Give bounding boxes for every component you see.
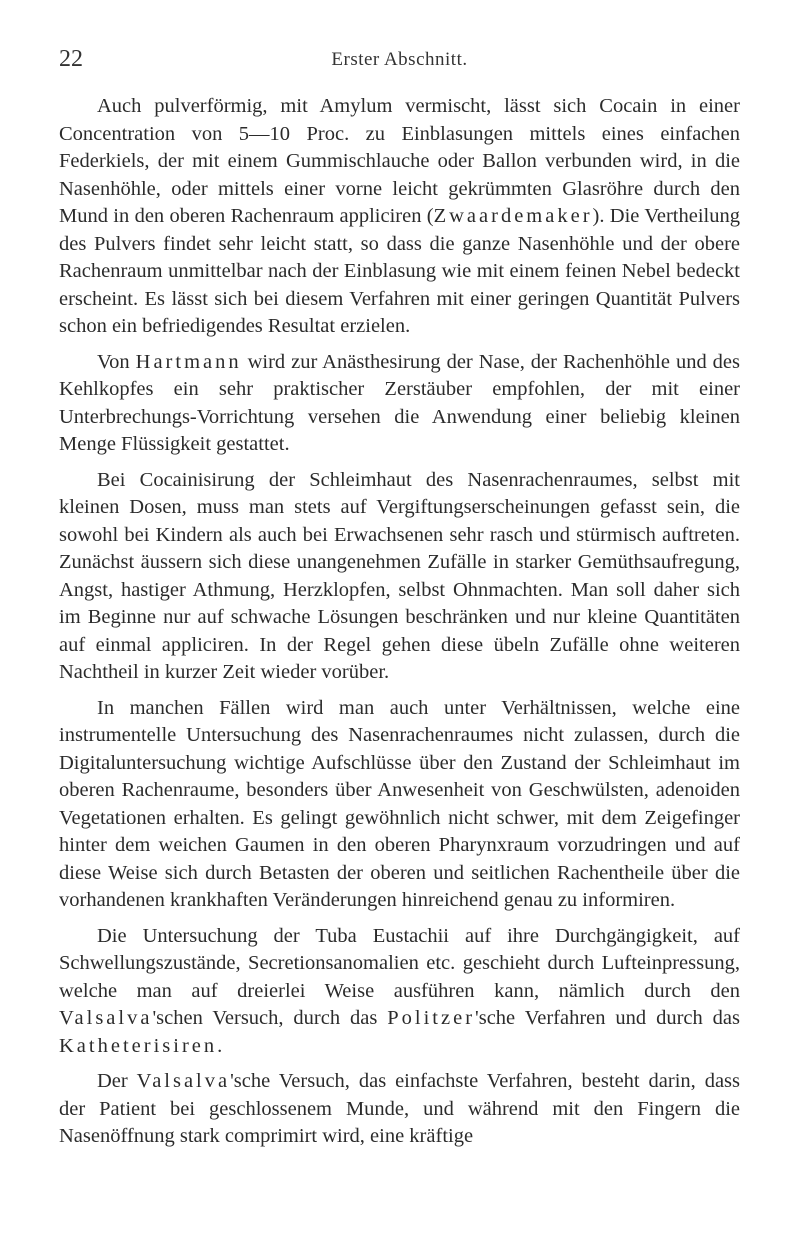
text-segment: wird zur Anästhesirung der Nase, der Rachenhöhle und des Kehlkopfes ein sehr praktischer Zerstäuber empfohlen, der mit einer Unterbrechungs-Vorrichtung versehen die Anwendung einer beliebig kleinen Menge Flüssigkeit gestattet.: [59, 350, 740, 455]
text-segment: 'sche Versuch, das einfachste Verfahren, besteht darin, dass der Patient bei geschlossenem Munde, und während mit den Fingern die Nasenöffnung stark comprimirt wird, eine kräftige: [59, 1070, 741, 1147]
paragraph-6: [59, 1068, 740, 1151]
text-segment: Von: [97, 350, 136, 373]
running-head: Erster Abschnitt.: [331, 49, 468, 70]
text-segment: 'schen Versuch, durch das: [152, 1007, 388, 1029]
text-segment: Auch pulverförmig, mit Amylum vermischt, lässt sich Cocain in einer Concentration von 5—10 Proc. zu Einblasungen mittels eines einfachen Federkiels, der mit einem Gummischlauche oder Ballon verbunden wird, in die Nasenhöhle, oder mittels einer vorne leicht gekrümmten Glasröhre durch den Mund in den oberen Rachenraum appliciren (: [59, 95, 740, 227]
term-katheterisiren: Katheterisiren: [59, 1034, 218, 1057]
author-name-zwaardemaker: Zwaardemaker: [433, 205, 593, 227]
text-segment: In manchen Fällen wird man auch unter Verhältnissen, welche eine instrumentelle Untersuchung des Nasenrachenraumes nicht zulassen, durch die Digitaluntersuchung wichtige Aufschlüsse über den Zustand der Schleimhaut im oberen Rachenraume, besonders über Anwesenheit von Geschwülsten, adenoiden Vegetationen erhalten. Es gelingt gewöhnlich nicht schwer, mit dem Zeigefinger hinter dem weichen Gaumen in den oberen Pharynxraum vorzudringen und auf diese Weise sich durch Betasten der oberen und seitlichen Rachentheile über die vorhandenen krankhaften Veränderungen hinreichend genau zu informiren.: [59, 696, 740, 911]
page-header: [59, 46, 740, 76]
text-segment: .: [217, 1034, 223, 1057]
text-segment: ). Die Vertheilung des Pulvers findet sehr leicht statt, so dass die ganze Nasenhöhle und der obere Rachenraum unmittelbar nach der Einblasung wie mit einem feinen Nebel bedeckt erscheint. Es lässt sich bei diesem Verfahren mit einer geringen Quantität Pulvers schon ein befriedigendes Resultat erzielen.: [59, 205, 740, 337]
text-segment: 'sche Verfahren und durch das: [475, 1007, 740, 1029]
body-text: [59, 93, 740, 1159]
paragraph-5: [59, 923, 740, 1061]
page-number: 22: [59, 46, 83, 72]
paragraph-3: [59, 467, 740, 687]
text-segment: Die Untersuchung der Tuba Eustachii auf ihre Durchgängigkeit, auf Schwellungszustände, Secretionsanomalien etc. geschieht durch Lufteinpressung, welche man auf dreierlei Weise ausführen kann, nämlich durch den: [59, 924, 740, 1002]
paragraph-2: [59, 349, 740, 459]
paragraph-4: [59, 695, 740, 915]
author-name-politzer: Politzer: [387, 1007, 476, 1029]
paragraph-1: [59, 93, 740, 341]
text-segment: Der: [97, 1070, 137, 1092]
text-segment: Bei Cocainisirung der Schleimhaut des Nasenrachenraumes, selbst mit kleinen Dosen, muss man stets auf Vergiftungserscheinungen gefasst sein, die sowohl bei Kindern als auch bei Erwachsenen sehr rasch und stürmisch auftreten. Zunächst äussern sich diese unangenehmen Zufälle in starker Gemüthsaufregung, Angst, hastiger Athmung, Herzklopfen, selbst Ohnmachten. Man soll daher sich im Beginne nur auf schwache Lösungen beschränken und nur kleine Quantitäten auf einmal appliciren. In der Regel gehen diese übeln Zufälle ohne weiteren Nachtheil in kurzer Zeit wieder vorüber.: [59, 468, 740, 683]
author-name-valsalva: Valsalva: [59, 1007, 153, 1029]
author-name-hartmann: Hartmann: [135, 350, 242, 373]
author-name-valsalva: Valsalva: [136, 1070, 231, 1092]
